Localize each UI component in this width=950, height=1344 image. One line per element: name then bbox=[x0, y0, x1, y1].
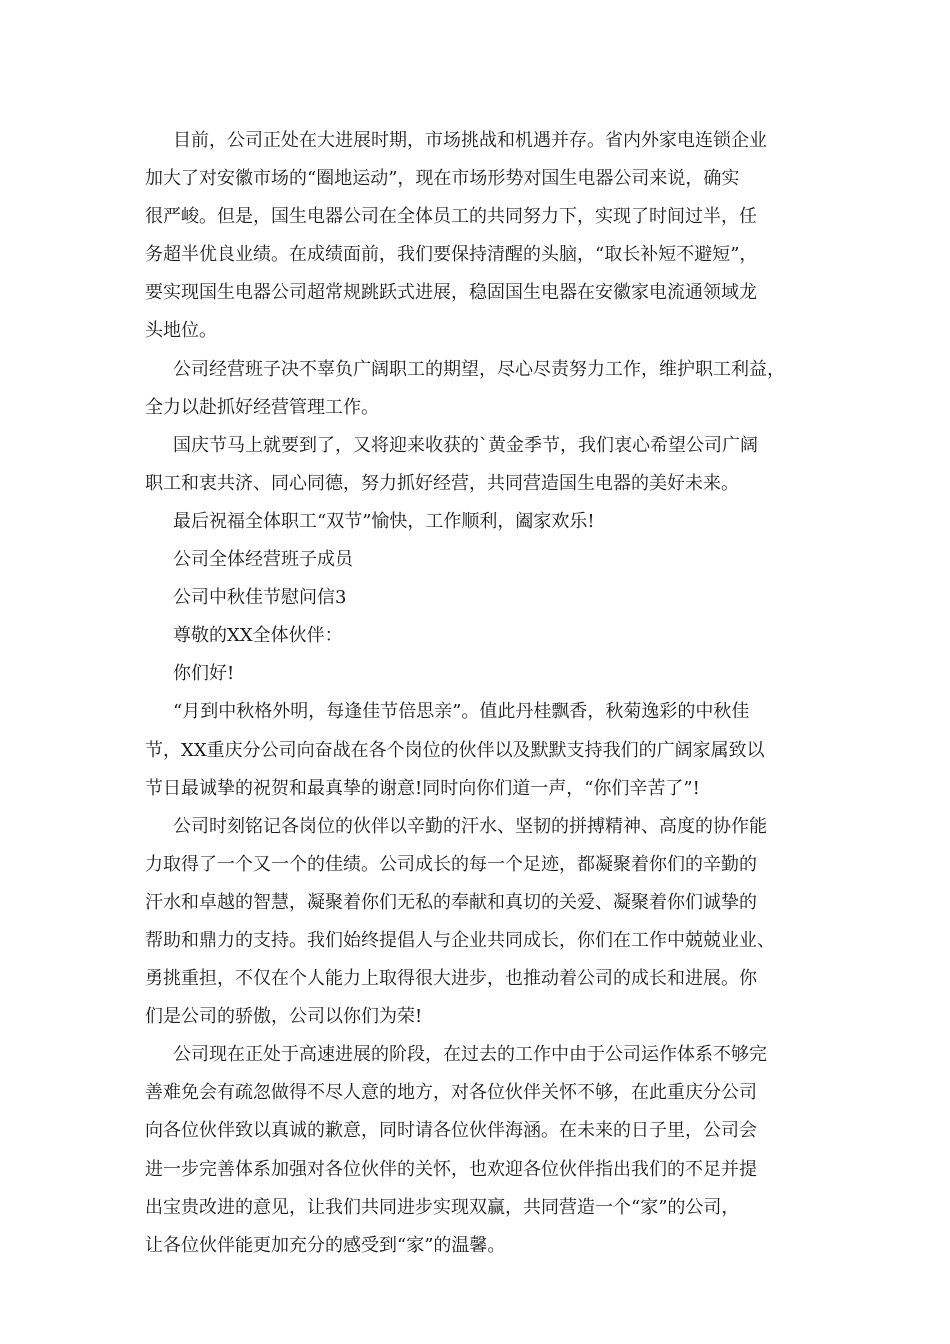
text-line: 职工和衷共济、同心同德，努力抓好经营，共同营造国生电器的美好未来。 bbox=[145, 472, 739, 494]
text-line: 们是公司的骄傲，公司以你们为荣! bbox=[145, 1006, 423, 1028]
document-body bbox=[145, 122, 810, 1265]
text-line: 进一步完善体系加强对各位伙伴的关怀，也欢迎各位伙伴指出我们的不足并提 bbox=[145, 1158, 757, 1180]
text-line: 加大了对安徽市场的“圈地运动”，现在市场形势对国生电器公司来说，确实 bbox=[145, 168, 740, 190]
text-line: 勇挑重担，不仅在个人能力上取得很大进步，也推动着公司的成长和进展。你 bbox=[145, 968, 757, 990]
text-line: 你们好! bbox=[173, 663, 235, 685]
text-line: 汗水和卓越的智慧，凝聚着你们无私的奉献和真切的关爱、凝聚着你们诚挚的 bbox=[145, 891, 757, 913]
text-line: 公司全体经营班子成员 bbox=[173, 549, 353, 571]
text-line: 国庆节马上就要到了，又将迎来收获的`黄金季节，我们衷心希望公司广阔 bbox=[173, 434, 758, 456]
text-line: 很严峻。但是，国生电器公司在全体员工的共同努力下，实现了时间过半，任 bbox=[145, 206, 757, 228]
text-line: 帮助和鼎力的支持。我们始终提倡人与企业共同成长，你们在工作中兢兢业业、 bbox=[145, 929, 775, 951]
text-line: 公司中秋佳节慰问信3 bbox=[173, 587, 347, 609]
text-line: 节日最诚挚的祝贺和最真挚的谢意!同时向你们道一声，“你们辛苦了”! bbox=[145, 777, 700, 799]
text-line: 向各位伙伴致以真诚的歉意，同时请各位伙伴海涵。在未来的日子里，公司会 bbox=[145, 1120, 757, 1142]
text-line: 公司时刻铭记各岗位的伙伴以辛勤的汗水、坚韧的拼搏精神、高度的协作能 bbox=[173, 815, 767, 837]
text-line: 善难免会有疏忽做得不尽人意的地方，对各位伙伴关怀不够，在此重庆分公司 bbox=[145, 1082, 757, 1104]
text-line: 要实现国生电器公司超常规跳跃式进展，稳固国生电器在安徽家电流通领域龙 bbox=[145, 282, 757, 304]
text-line: 尊敬的XX全体伙伴： bbox=[173, 625, 343, 647]
text-line: 务超半优良业绩。在成绩面前，我们要保持清醒的头脑，“取长补短不避短”， bbox=[145, 244, 758, 266]
text-line: 公司经营班子决不辜负广阔职工的期望，尽心尽责努力工作，维护职工利益， bbox=[173, 358, 785, 380]
text-line: 目前，公司正处在大进展时期，市场挑战和机遇并存。省内外家电连锁企业 bbox=[173, 130, 767, 151]
text-line: 力取得了一个又一个的佳绩。公司成长的每一个足迹，都凝聚着你们的辛勤的 bbox=[145, 853, 757, 875]
text-line: 头地位。 bbox=[145, 320, 217, 342]
text-line: 全力以赴抓好经营管理工作。 bbox=[145, 396, 379, 418]
text-line: 公司现在正处于高速进展的阶段，在过去的工作中由于公司运作体系不够完 bbox=[173, 1044, 767, 1066]
text-line: 让各位伙伴能更加充分的感受到“家”的温馨。 bbox=[145, 1234, 506, 1256]
text-line: 节，XX重庆分公司向奋战在各个岗位的伙伴以及默默支持我们的广阔家属致以 bbox=[145, 739, 765, 761]
text-line: “月到中秋格外明，每逢佳节倍思亲”。值此丹桂飘香，秋菊逸彩的中秋佳 bbox=[173, 701, 750, 723]
text-line: 出宝贵改进的意见，让我们共同进步实现双赢，共同营造一个“家”的公司， bbox=[145, 1196, 740, 1218]
text-line: 最后祝福全体职工“双节”愉快，工作顺利，阖家欢乐! bbox=[173, 510, 595, 532]
